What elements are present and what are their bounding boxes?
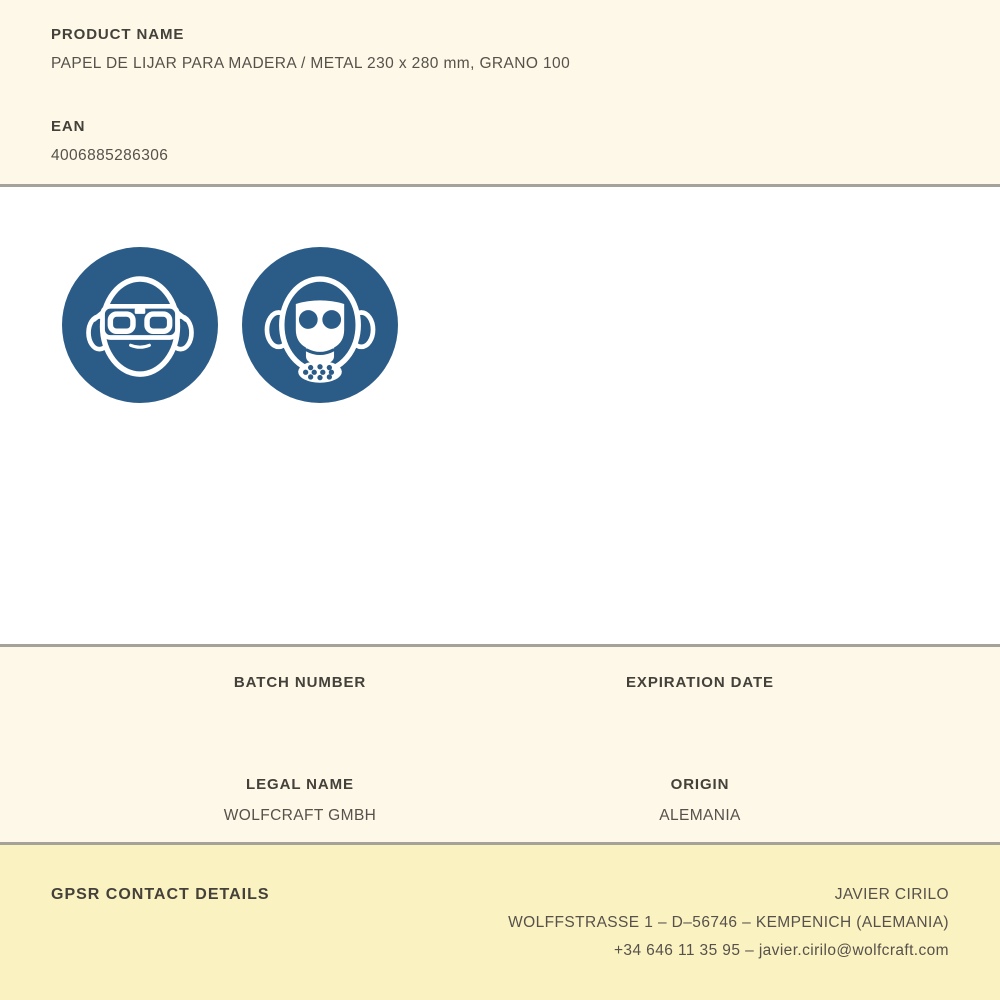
legal-name-field — [100, 776, 500, 825]
origin-label: ORIGIN — [670, 776, 730, 793]
expiration-date-label: EXPIRATION DATE — [626, 674, 774, 691]
fields-row-2 — [100, 776, 900, 825]
gpsr-contact-section — [0, 845, 1000, 1000]
gpsr-contact-address: WOLFFSTRASSE 1 – D–56746 – KEMPENICH (ALEMANIA) — [508, 914, 949, 931]
ean-label: EAN — [51, 118, 86, 135]
safety-icons-section — [0, 187, 1000, 644]
wear-eye-protection-icon — [62, 247, 218, 403]
product-header-section — [0, 0, 1000, 184]
legal-name-value: WOLFCRAFT GMBH — [223, 807, 377, 824]
gpsr-contact-name: JAVIER CIRILO — [834, 886, 949, 903]
expiration-date-field — [500, 674, 900, 704]
batch-number-field — [100, 674, 500, 704]
wear-respiratory-protection-icon — [242, 247, 398, 403]
batch-number-label: BATCH NUMBER — [233, 674, 367, 691]
safety-icons-row — [62, 247, 1000, 403]
gpsr-email: javier.cirilo@wolfcraft.com — [758, 942, 949, 959]
traceability-section — [0, 647, 1000, 842]
gpsr-phone: +34 646 11 35 95 — [613, 942, 741, 959]
ean-block — [51, 118, 949, 165]
gpsr-separator: – — [745, 942, 755, 959]
origin-value: ALEMANIA — [659, 807, 741, 824]
fields-row-1 — [100, 674, 900, 704]
gpsr-contact-label: GPSR CONTACT DETAILS — [51, 886, 270, 903]
ean-value: 4006885286306 — [51, 147, 169, 164]
origin-field — [500, 776, 900, 825]
gpsr-contact-phone-email — [508, 941, 949, 960]
product-name-label: PRODUCT NAME — [51, 26, 185, 43]
product-name-value: PAPEL DE LIJAR PARA MADERA / METAL 230 x 280 mm, GRANO 100 — [51, 55, 571, 72]
legal-name-label: LEGAL NAME — [246, 776, 354, 793]
gpsr-contact-info — [508, 885, 949, 969]
